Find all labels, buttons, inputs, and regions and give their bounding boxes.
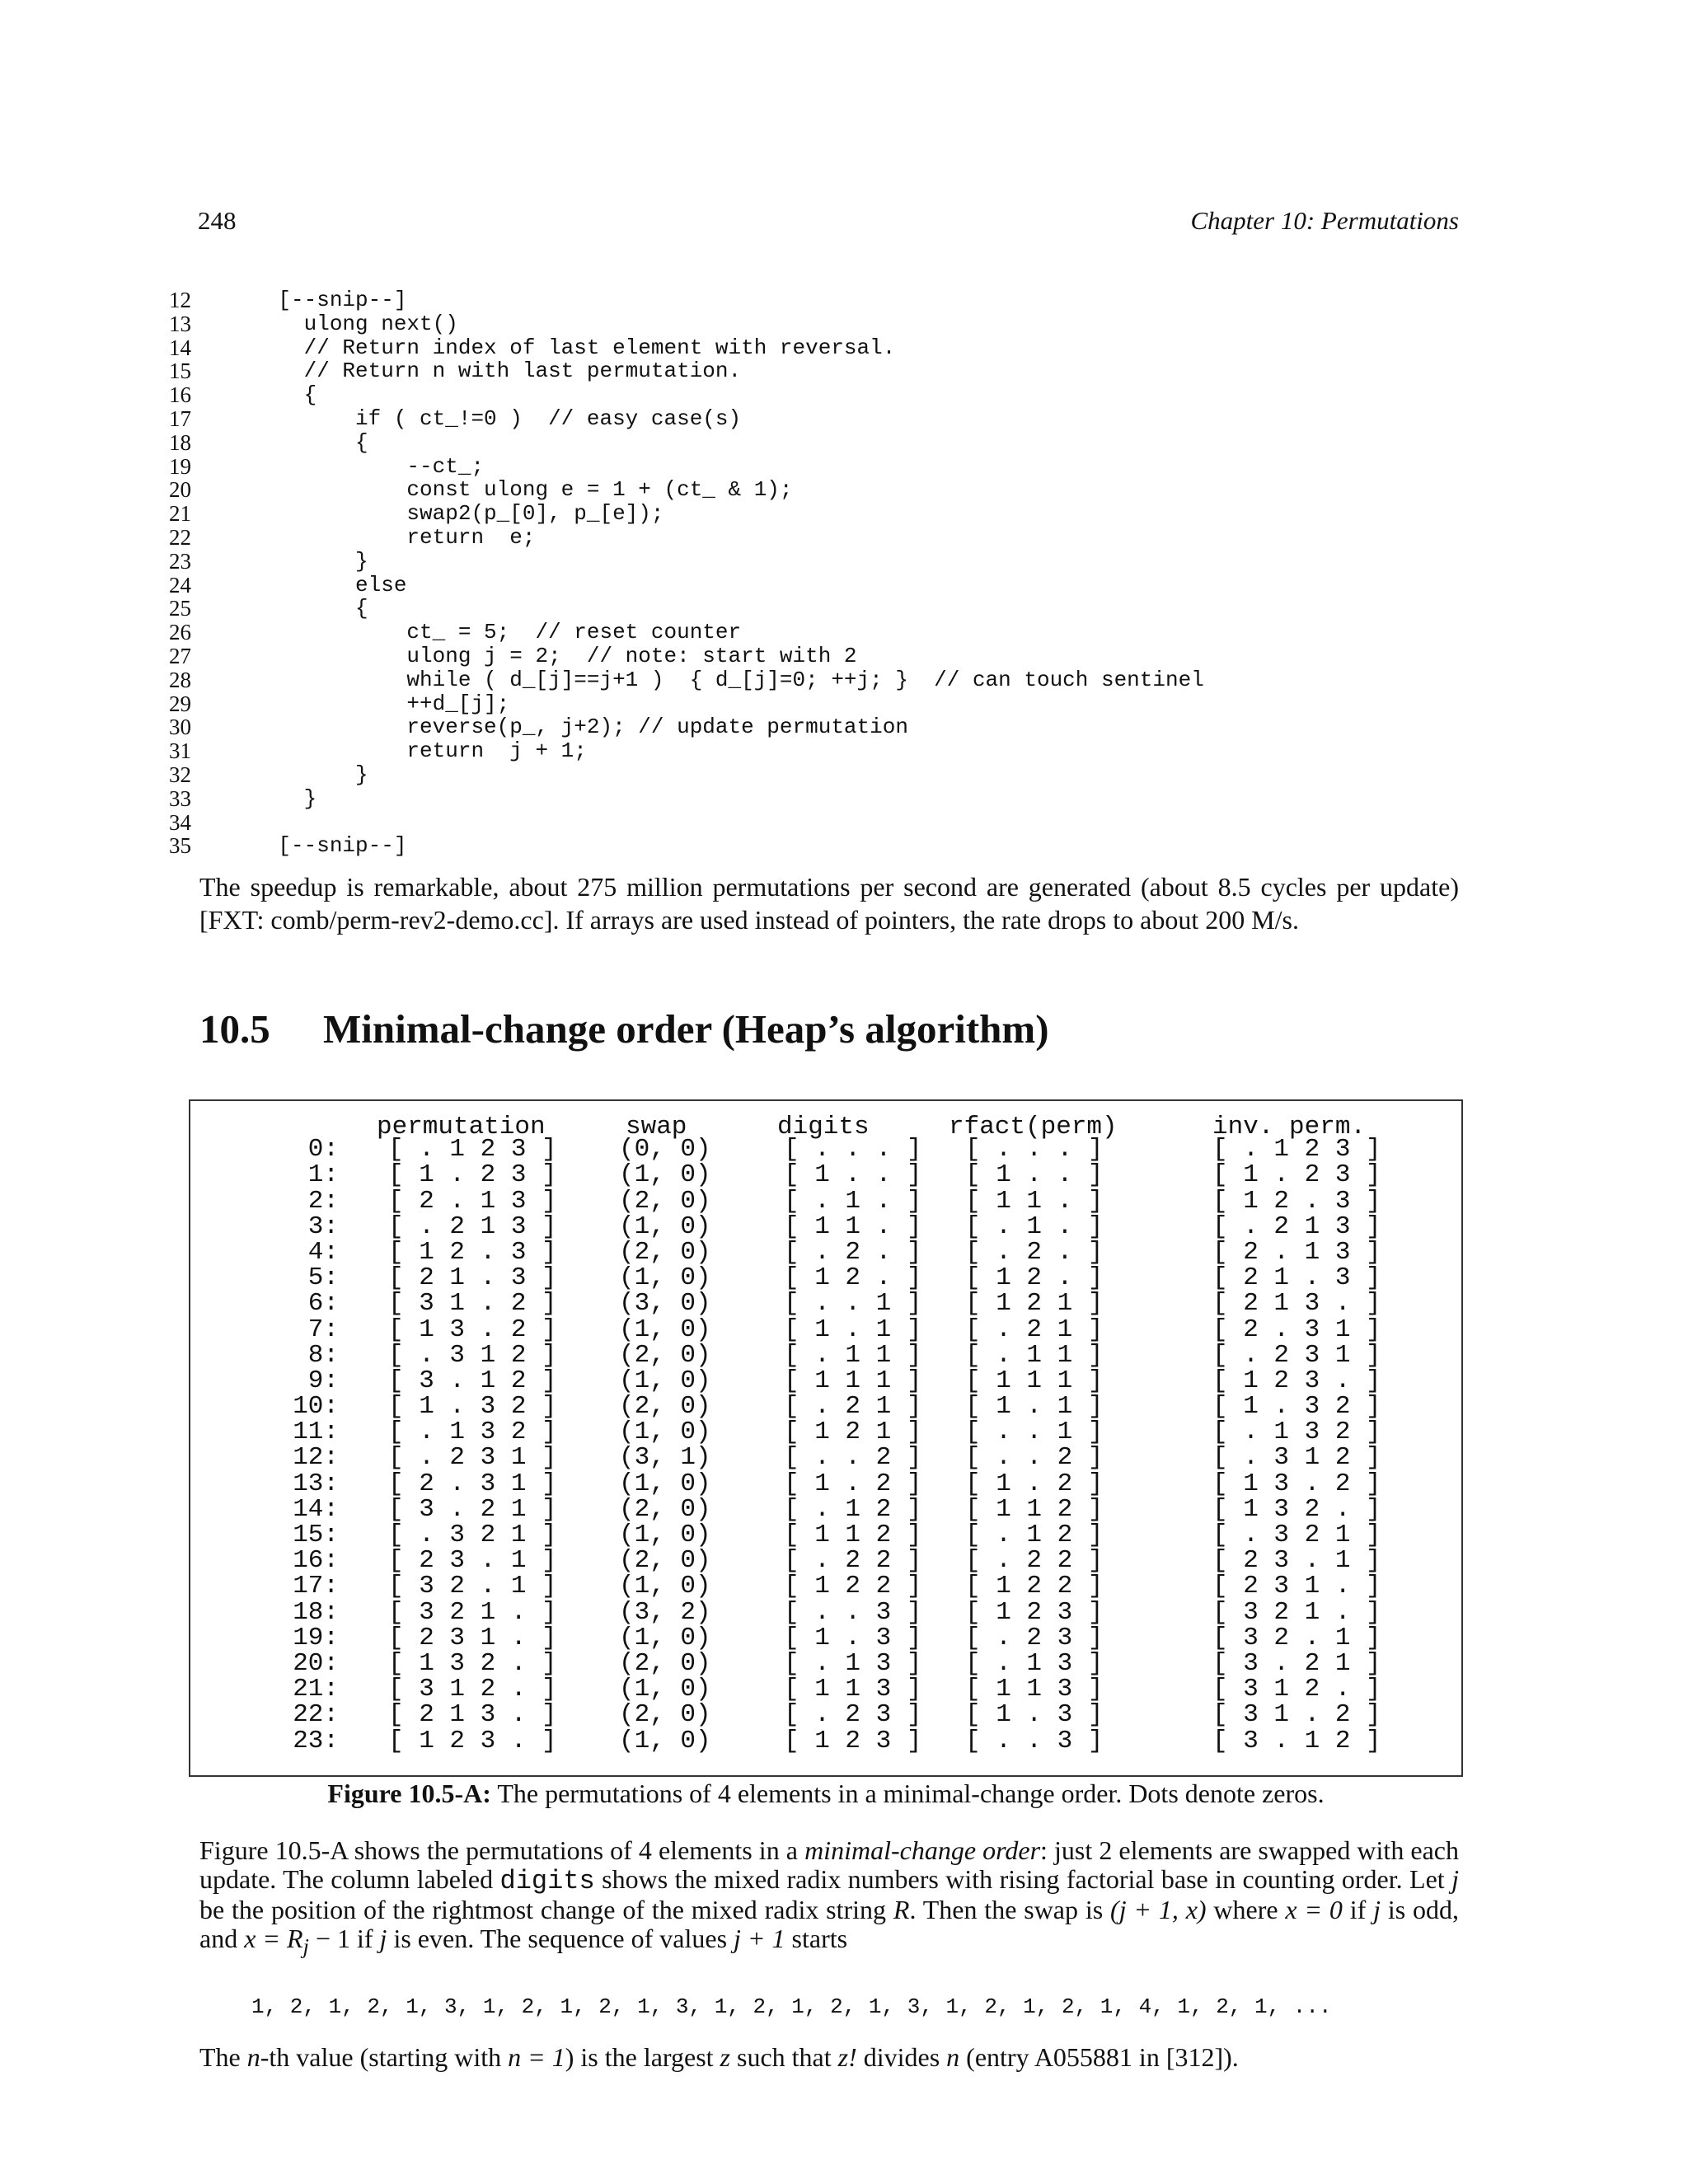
code-line	[169, 834, 1488, 858]
code-text: return j + 1;	[227, 738, 587, 764]
code-line	[169, 431, 1488, 455]
row-index: 10:	[293, 1392, 339, 1422]
inv-perm-cell: [ . 2 3 1 ]	[1212, 1340, 1381, 1370]
swap-cell: (2, 0)	[619, 1546, 711, 1576]
permutation-cell: [ 2 1 3 . ]	[388, 1700, 557, 1730]
code-line	[169, 668, 1488, 692]
digits-cell: [ 1 2 . ]	[784, 1263, 922, 1293]
page-number: 248	[198, 206, 237, 235]
code-text: const ulong e = 1 + (ct_ & 1);	[227, 477, 793, 503]
code-line	[169, 478, 1488, 502]
line-number: 21	[169, 501, 191, 527]
inv-perm-cell: [ . 1 2 3 ]	[1212, 1135, 1381, 1165]
swap-cell: (2, 0)	[619, 1237, 711, 1267]
permutation-cell: [ 1 . 2 3 ]	[388, 1160, 557, 1190]
line-number: 26	[169, 620, 191, 645]
table-row	[190, 1263, 1461, 1293]
line-number: 33	[169, 785, 191, 811]
digits-cell: [ 1 1 . ]	[784, 1212, 922, 1241]
permutation-cell: [ . 3 2 1 ]	[388, 1521, 557, 1549]
code-line	[169, 288, 1488, 312]
table-row	[190, 1315, 1461, 1344]
digits-cell: [ 1 . 3 ]	[784, 1623, 922, 1652]
inv-perm-cell: [ . 3 2 1 ]	[1212, 1521, 1381, 1549]
code-line	[169, 359, 1488, 383]
paragraph-speedup: The speedup is remarkable, about 275 million permutations per second are generated (about 8.5 cycles per update) [FXT: comb/perm-rev2-demo.cc]. If arrays are used instead of pointers, the rate drops to about 200 M/s.	[199, 872, 1459, 935]
code-line	[169, 621, 1488, 644]
row-index: 0:	[307, 1135, 339, 1165]
row-index: 12:	[293, 1443, 339, 1473]
table-row	[190, 1237, 1461, 1267]
inv-perm-cell: [ 1 . 2 3 ]	[1212, 1160, 1381, 1190]
digits-cell: [ 1 2 3 ]	[784, 1726, 922, 1755]
line-number: 22	[169, 524, 191, 550]
permutation-table	[190, 1109, 1461, 1755]
digits-cell: [ . 1 1 ]	[784, 1340, 922, 1370]
rfact-cell: [ . . 2 ]	[965, 1443, 1104, 1473]
swap-cell: (2, 0)	[619, 1186, 711, 1216]
table-row	[190, 1597, 1461, 1627]
digits-cell: [ . . 1 ]	[784, 1289, 922, 1319]
rfact-cell: [ 1 . 3 ]	[965, 1700, 1104, 1730]
inv-perm-cell: [ 3 . 1 2 ]	[1212, 1726, 1381, 1755]
header-swap: swap	[626, 1113, 687, 1141]
inv-perm-cell: [ 3 . 2 1 ]	[1212, 1648, 1381, 1678]
permutation-cell: [ 1 2 3 . ]	[388, 1726, 557, 1755]
permutation-cell: [ 1 3 2 . ]	[388, 1648, 557, 1678]
permutation-cell: [ . 1 2 3 ]	[388, 1135, 557, 1165]
code-line	[169, 502, 1488, 526]
inv-perm-cell: [ 3 2 1 . ]	[1212, 1597, 1381, 1627]
swap-cell: (1, 0)	[619, 1160, 711, 1190]
rfact-cell: [ 1 . . ]	[965, 1160, 1104, 1190]
row-index: 6:	[307, 1289, 339, 1319]
code-line	[169, 787, 1488, 811]
digits-cell: [ 1 1 3 ]	[784, 1675, 922, 1704]
row-index: 5:	[307, 1263, 339, 1293]
table-row	[190, 1366, 1461, 1395]
inv-perm-cell: [ 2 1 . 3 ]	[1212, 1263, 1381, 1293]
line-number: 18	[169, 429, 191, 455]
line-number: 24	[169, 572, 191, 598]
digits-cell: [ 1 2 1 ]	[784, 1418, 922, 1447]
inv-perm-cell: [ . 3 1 2 ]	[1212, 1443, 1381, 1473]
row-index: 13:	[293, 1469, 339, 1498]
digits-cell: [ 1 . . ]	[784, 1160, 922, 1190]
code-text: {	[227, 382, 317, 408]
permutation-cell: [ 3 . 2 1 ]	[388, 1494, 557, 1524]
table-row	[190, 1443, 1461, 1473]
table-row	[190, 1700, 1461, 1730]
rfact-cell: [ . 2 3 ]	[965, 1623, 1104, 1652]
row-index: 19:	[293, 1623, 339, 1652]
row-index: 4:	[307, 1237, 339, 1267]
header-digits: digits	[777, 1113, 870, 1141]
swap-cell: (2, 0)	[619, 1700, 711, 1730]
running-header-chapter: Chapter 10: Permutations	[1190, 206, 1459, 235]
table-row	[190, 1648, 1461, 1678]
inv-perm-cell: [ 2 . 1 3 ]	[1212, 1237, 1381, 1267]
code-line	[169, 526, 1488, 550]
digits-cell: [ . . 2 ]	[784, 1443, 922, 1473]
line-number: 17	[169, 405, 191, 431]
row-index: 1:	[307, 1160, 339, 1190]
rfact-cell: [ . . 1 ]	[965, 1418, 1104, 1447]
line-number: 32	[169, 762, 191, 787]
digits-cell: [ . . . ]	[784, 1135, 922, 1165]
table-row	[190, 1521, 1461, 1549]
rfact-cell: [ 1 1 3 ]	[965, 1675, 1104, 1704]
code-text: ulong next()	[227, 311, 458, 336]
line-number: 27	[169, 643, 191, 668]
rfact-cell: [ . 2 . ]	[965, 1237, 1104, 1267]
line-number: 12	[169, 288, 191, 312]
code-line	[169, 312, 1488, 336]
line-number: 13	[169, 311, 191, 336]
table-row	[190, 1135, 1461, 1165]
table-row	[190, 1418, 1461, 1447]
swap-cell: (1, 0)	[619, 1366, 711, 1395]
rfact-cell: [ 1 2 3 ]	[965, 1597, 1104, 1627]
table-row	[190, 1212, 1461, 1241]
row-index: 17:	[293, 1572, 339, 1601]
rfact-cell: [ . 1 1 ]	[965, 1340, 1104, 1370]
line-number: 34	[169, 809, 191, 835]
code-line	[169, 644, 1488, 668]
row-index: 21:	[293, 1675, 339, 1704]
line-number: 20	[169, 477, 191, 503]
row-index: 14:	[293, 1494, 339, 1524]
table-row	[190, 1392, 1461, 1422]
paragraph-nth-value: The n-th value (starting with n = 1) is the largest z such that z! divides n (entry A055881 in [312]).	[199, 2042, 1239, 2072]
swap-cell: (1, 0)	[619, 1521, 711, 1549]
digits-cell: [ . 1 2 ]	[784, 1494, 922, 1524]
code-listing	[169, 288, 1488, 858]
row-index: 18:	[293, 1597, 339, 1627]
row-index: 2:	[307, 1186, 339, 1216]
swap-cell: (1, 0)	[619, 1315, 711, 1344]
figure-caption-text: The permutations of 4 elements in a minimal-change order. Dots denote zeros.	[497, 1779, 1325, 1808]
permutation-cell: [ 3 2 . 1 ]	[388, 1572, 557, 1601]
row-index: 16:	[293, 1546, 339, 1576]
digits-cell: [ . 2 2 ]	[784, 1546, 922, 1576]
table-row	[190, 1623, 1461, 1652]
swap-cell: (1, 0)	[619, 1418, 711, 1447]
permutation-cell: [ 1 . 3 2 ]	[388, 1392, 557, 1422]
permutation-cell: [ 2 . 1 3 ]	[388, 1186, 557, 1216]
code-text: ulong j = 2; // note: start with 2	[227, 643, 857, 668]
swap-cell: (3, 2)	[619, 1597, 711, 1627]
code-text: while ( d_[j]==j+1 ) { d_[j]=0; ++j; } // can touch sentinel	[227, 667, 1204, 692]
rfact-cell: [ . . . ]	[965, 1135, 1104, 1165]
inv-perm-cell: [ 2 . 3 1 ]	[1212, 1315, 1381, 1344]
code-text: return e;	[227, 524, 536, 550]
swap-cell: (3, 0)	[619, 1289, 711, 1319]
code-line	[169, 739, 1488, 763]
digits-cell: [ . 2 3 ]	[784, 1700, 922, 1730]
code-text: // Return n with last permutation.	[227, 359, 742, 384]
code-line	[169, 597, 1488, 621]
digits-cell: [ 1 1 1 ]	[784, 1366, 922, 1395]
code-text: reverse(p_, j+2); // update permutation	[227, 715, 908, 740]
swap-cell: (1, 0)	[619, 1212, 711, 1241]
section-number: 10.5	[199, 1006, 270, 1052]
code-line	[169, 811, 1488, 835]
line-number: 30	[169, 715, 191, 740]
code-line	[169, 550, 1488, 574]
code-text: // Return index of last element with reversal.	[227, 335, 896, 360]
code-line	[169, 336, 1488, 360]
permutation-cell: [ 2 3 1 . ]	[388, 1623, 557, 1652]
rfact-cell: [ 1 2 1 ]	[965, 1289, 1104, 1319]
swap-cell: (0, 0)	[619, 1135, 711, 1165]
figure-table-frame	[189, 1099, 1463, 1777]
permutation-cell: [ . 2 1 3 ]	[388, 1212, 557, 1241]
inv-perm-cell: [ 2 3 . 1 ]	[1212, 1546, 1381, 1576]
code-text: {	[227, 596, 368, 621]
inv-perm-cell: [ . 2 1 3 ]	[1212, 1212, 1381, 1241]
table-row	[190, 1494, 1461, 1524]
code-text: swap2(p_[0], p_[e]);	[227, 501, 664, 527]
row-index: 9:	[307, 1366, 339, 1395]
code-text: else	[227, 572, 407, 598]
line-number: 19	[169, 453, 191, 479]
digits-cell: [ . 1 . ]	[784, 1186, 922, 1216]
digits-cell: [ . 1 3 ]	[784, 1648, 922, 1678]
code-text: {	[227, 429, 368, 455]
row-index: 11:	[293, 1418, 339, 1447]
swap-cell: (1, 0)	[619, 1469, 711, 1498]
inv-perm-cell: [ 2 3 1 . ]	[1212, 1572, 1381, 1601]
swap-cell: (1, 0)	[619, 1675, 711, 1704]
rfact-cell: [ . 1 . ]	[965, 1212, 1104, 1241]
table-row	[190, 1289, 1461, 1319]
table-row	[190, 1726, 1461, 1755]
code-text: ct_ = 5; // reset counter	[227, 620, 742, 645]
swap-cell: (2, 0)	[619, 1392, 711, 1422]
table-row	[190, 1160, 1461, 1190]
rfact-cell: [ 1 2 2 ]	[965, 1572, 1104, 1601]
digits-cell: [ 1 . 2 ]	[784, 1469, 922, 1498]
rfact-cell: [ 1 1 1 ]	[965, 1366, 1104, 1395]
permutation-cell: [ 2 . 3 1 ]	[388, 1469, 557, 1498]
permutation-cell: [ 2 3 . 1 ]	[388, 1546, 557, 1576]
permutation-cell: [ 3 1 . 2 ]	[388, 1289, 557, 1319]
row-index: 15:	[293, 1521, 339, 1549]
permutation-cell: [ 2 1 . 3 ]	[388, 1263, 557, 1293]
code-line	[169, 692, 1488, 716]
code-line	[169, 763, 1488, 787]
line-number: 25	[169, 596, 191, 621]
row-index: 23:	[293, 1726, 339, 1755]
line-number: 14	[169, 335, 191, 360]
swap-cell: (1, 0)	[619, 1726, 711, 1755]
rfact-cell: [ 1 2 . ]	[965, 1263, 1104, 1293]
swap-cell: (2, 0)	[619, 1340, 711, 1370]
inv-perm-cell: [ 3 1 2 . ]	[1212, 1675, 1381, 1704]
table-row	[190, 1572, 1461, 1601]
code-text: --ct_;	[227, 453, 485, 479]
code-text: ++d_[j];	[227, 691, 510, 716]
code-text: }	[227, 785, 317, 811]
line-number: 23	[169, 548, 191, 574]
table-row	[190, 1469, 1461, 1498]
inv-perm-cell: [ 3 1 . 2 ]	[1212, 1700, 1381, 1730]
code-line	[169, 715, 1488, 739]
inv-perm-cell: [ 3 2 . 1 ]	[1212, 1623, 1381, 1652]
permutation-cell: [ . 2 3 1 ]	[388, 1443, 557, 1473]
line-number: 35	[169, 833, 191, 859]
permutation-cell: [ . 3 1 2 ]	[388, 1340, 557, 1370]
code-line	[169, 574, 1488, 598]
permutation-cell: [ 1 2 . 3 ]	[388, 1237, 557, 1267]
code-text: [--snip--]	[227, 288, 407, 312]
digits-cell: [ 1 2 2 ]	[784, 1572, 922, 1601]
header-inv-perm: inv. perm.	[1212, 1113, 1367, 1141]
inv-perm-cell: [ 1 2 . 3 ]	[1212, 1186, 1381, 1216]
code-text: }	[227, 762, 368, 787]
swap-cell: (1, 0)	[619, 1623, 711, 1652]
rfact-cell: [ . 1 2 ]	[965, 1521, 1104, 1549]
figure-caption	[189, 1779, 1463, 1809]
code-text: [--snip--]	[227, 833, 407, 859]
sequence-values: 1, 2, 1, 2, 1, 3, 1, 2, 1, 2, 1, 3, 1, 2, 1, 2, 1, 3, 1, 2, 1, 2, 1, 4, 1, 2, 1, ...	[251, 1994, 1332, 2019]
code-text: if ( ct_!=0 ) // easy case(s)	[227, 405, 742, 431]
permutation-cell: [ 3 2 1 . ]	[388, 1597, 557, 1627]
rfact-cell: [ 1 . 2 ]	[965, 1469, 1104, 1498]
row-index: 3:	[307, 1212, 339, 1241]
inv-perm-cell: [ 1 . 3 2 ]	[1212, 1392, 1381, 1422]
paragraph-description: Figure 10.5-A shows the permutations of 4 elements in a minimal-change order: just 2 elements are swapped with each update. The column labeled digits shows the mixed radix numbers with rising factorial base in counting order. Let j be the position of the rightmost change of the mixed radix string R. Then the swap is (j + 1, x) where x = 0 if j is odd, and $x = R_j - 1$ if j is even. The sequence of values j + 1 starts	[199, 1835, 1460, 1959]
swap-cell: (1, 0)	[619, 1572, 711, 1601]
inv-perm-cell: [ 1 3 . 2 ]	[1212, 1469, 1381, 1498]
inv-perm-cell: [ 1 2 3 . ]	[1212, 1366, 1381, 1395]
rfact-cell: [ . 2 1 ]	[965, 1315, 1104, 1344]
line-number: 29	[169, 691, 191, 716]
permutation-cell: [ . 1 3 2 ]	[388, 1418, 557, 1447]
line-number: 28	[169, 667, 191, 692]
code-line	[169, 455, 1488, 479]
inv-perm-cell: [ 2 1 3 . ]	[1212, 1289, 1381, 1319]
swap-cell: (1, 0)	[619, 1263, 711, 1293]
permutation-cell: [ 3 1 2 . ]	[388, 1675, 557, 1704]
table-row	[190, 1186, 1461, 1216]
swap-cell: (3, 1)	[619, 1443, 711, 1473]
inv-perm-cell: [ . 1 3 2 ]	[1212, 1418, 1381, 1447]
swap-cell: (2, 0)	[619, 1648, 711, 1678]
swap-cell: (2, 0)	[619, 1494, 711, 1524]
inv-perm-cell: [ 1 3 2 . ]	[1212, 1494, 1381, 1524]
digits-cell: [ . 2 . ]	[784, 1237, 922, 1267]
table-row	[190, 1340, 1461, 1370]
row-index: 20:	[293, 1648, 339, 1678]
table-row	[190, 1675, 1461, 1704]
row-index: 8:	[307, 1340, 339, 1370]
section-heading	[199, 1005, 1049, 1052]
digits-cell: [ 1 1 2 ]	[784, 1521, 922, 1549]
header-rfact: rfact(perm)	[949, 1113, 1118, 1141]
figure-caption-label: Figure 10.5-A:	[327, 1779, 491, 1808]
permutation-cell: [ 1 3 . 2 ]	[388, 1315, 557, 1344]
permutation-cell: [ 3 . 1 2 ]	[388, 1366, 557, 1395]
line-number: 16	[169, 382, 191, 408]
header-permutation: permutation	[377, 1113, 546, 1141]
rfact-cell: [ 1 1 2 ]	[965, 1494, 1104, 1524]
rfact-cell: [ . 2 2 ]	[965, 1546, 1104, 1576]
rfact-cell: [ 1 1 . ]	[965, 1186, 1104, 1216]
table-header-row	[190, 1109, 1461, 1141]
section-title: Minimal-change order (Heap’s algorithm)	[323, 1006, 1049, 1052]
rfact-cell: [ . . 3 ]	[965, 1726, 1104, 1755]
rfact-cell: [ 1 . 1 ]	[965, 1392, 1104, 1422]
digits-cell: [ . 2 1 ]	[784, 1392, 922, 1422]
digits-cell: [ 1 . 1 ]	[784, 1315, 922, 1344]
table-row	[190, 1546, 1461, 1576]
code-line	[169, 407, 1488, 431]
rfact-cell: [ . 1 3 ]	[965, 1648, 1104, 1678]
row-index: 7:	[307, 1315, 339, 1344]
line-number: 15	[169, 359, 191, 384]
code-text: }	[227, 548, 368, 574]
row-index: 22:	[293, 1700, 339, 1730]
line-number: 31	[169, 738, 191, 764]
code-line	[169, 383, 1488, 407]
digits-cell: [ . . 3 ]	[784, 1597, 922, 1627]
